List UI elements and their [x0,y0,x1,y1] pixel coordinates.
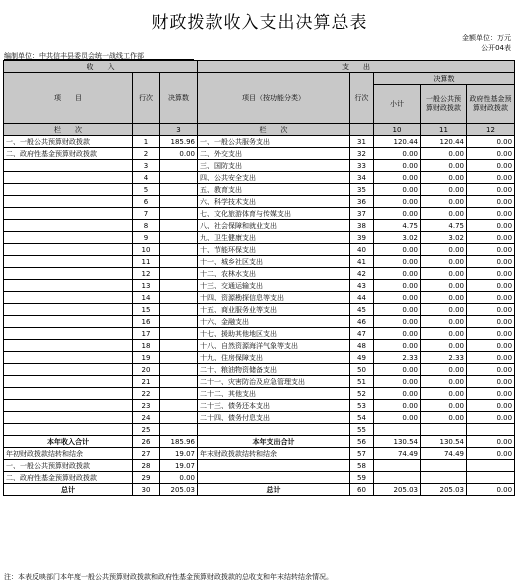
expense-gov-fund-cell: 0.00 [467,160,515,172]
expense-line-cell: 32 [350,148,374,160]
expense-subtotal-cell: 0.00 [374,208,421,220]
organization: 编制单位：中共信丰县委员会统一战线工作部 [4,52,144,60]
income-item-cell [4,364,133,376]
table-row [4,292,515,304]
expense-line-cell: 47 [350,328,374,340]
expense-subtotal-cell: 0.00 [374,160,421,172]
income-amount-cell: 185.96 [160,136,198,148]
blank-cell [421,460,467,472]
final-amount-header: 决算数 [160,73,198,124]
income-line-cell: 20 [133,364,160,376]
expense-subtotal-cell: 0.00 [374,316,421,328]
grand-expense-gov-fund: 0.00 [467,484,515,496]
income-amount-cell: 0.00 [160,148,198,160]
table-row [4,352,515,364]
expense-general-cell: 0.00 [421,148,467,160]
expense-general-cell: 0.00 [421,400,467,412]
col-index-12: 12 [467,124,515,136]
expense-gov-fund-cell: 0.00 [467,364,515,376]
income-item-cell [4,196,133,208]
end-balance-line: 57 [350,448,374,460]
expense-line-cell: 36 [350,196,374,208]
expense-subtotal-cell: 3.02 [374,232,421,244]
income-line-cell: 18 [133,340,160,352]
expense-header: 支 出 [198,61,515,73]
expense-item-cell: 十、节能环保支出 [198,244,350,256]
col-index-11: 11 [421,124,467,136]
expense-gov-fund-cell: 0.00 [467,172,515,184]
income-item-cell [4,280,133,292]
expense-subtotal-cell: 0.00 [374,340,421,352]
expense-subtotal-cell: 120.44 [374,136,421,148]
expense-general-cell: 0.00 [421,268,467,280]
income-amount-cell [160,172,198,184]
expense-line-cell: 46 [350,316,374,328]
income-item-cell [4,400,133,412]
expense-line-cell: 37 [350,208,374,220]
income-item-cell [4,208,133,220]
begin-balance-label: 年初财政拨款结转和结余 [4,448,133,460]
table-row [4,160,515,172]
expense-item-header: 项目（按功能分类） [198,73,350,124]
income-line-cell: 7 [133,208,160,220]
expense-gov-fund-cell: 0.00 [467,280,515,292]
expense-subtotal-cell: 0.00 [374,292,421,304]
expense-general-cell: 0.00 [421,388,467,400]
budget-table [3,60,515,496]
expense-item-cell: 十一、城乡社区支出 [198,256,350,268]
table-row [4,316,515,328]
expense-line-cell: 38 [350,220,374,232]
expense-gov-fund-cell: 0.00 [467,136,515,148]
expense-subtotal-cell: 0.00 [374,412,421,424]
item-header: 项 目 [4,73,133,124]
table-row [4,232,515,244]
expense-general-cell: 0.00 [421,256,467,268]
form-number: 公开04表 [481,44,511,52]
income-line-cell: 9 [133,232,160,244]
income-amount-cell [160,316,198,328]
income-amount-cell [160,340,198,352]
expense-line-cell: 48 [350,340,374,352]
expense-subtotal-cell: 0.00 [374,184,421,196]
expense-general-cell: 0.00 [421,412,467,424]
table-row [4,364,515,376]
income-amount-cell [160,256,198,268]
income-amount-cell [160,376,198,388]
expense-line-cell: 39 [350,232,374,244]
income-amount-cell [160,388,198,400]
expense-line-cell: 52 [350,388,374,400]
table-row [4,172,515,184]
expense-line-cell: 50 [350,364,374,376]
income-item-cell [4,160,133,172]
col-index-3: 3 [160,124,198,136]
col-label: 栏 次 [4,124,133,136]
carryover-general-expense-line: 58 [350,460,374,472]
expense-item-cell: 四、公共安全支出 [198,172,350,184]
expense-general-cell: 0.00 [421,208,467,220]
expense-general-cell: 2.33 [421,352,467,364]
income-line-cell: 23 [133,400,160,412]
expense-item-cell: 九、卫生健康支出 [198,232,350,244]
expense-item-cell: 一、一般公共服务支出 [198,136,350,148]
income-line-cell: 25 [133,424,160,436]
expense-line-cell: 33 [350,160,374,172]
expense-general-cell: 0.00 [421,184,467,196]
expense-line-cell: 41 [350,256,374,268]
expense-item-cell: 三、国防支出 [198,160,350,172]
expense-general-cell: 4.75 [421,220,467,232]
expense-general-cell: 3.02 [421,232,467,244]
income-item-cell: 二、政府性基金预算财政拨款 [4,148,133,160]
expense-gov-fund-cell: 0.00 [467,316,515,328]
income-line-cell: 10 [133,244,160,256]
income-line-cell: 17 [133,328,160,340]
table-row [4,256,515,268]
table-row [4,340,515,352]
carryover-gov-fund-row [4,472,515,484]
income-amount-cell [160,304,198,316]
expense-line-cell: 40 [350,244,374,256]
expense-item-cell: 二十二、其他支出 [198,388,350,400]
grand-total-line: 30 [133,484,160,496]
expense-line-cell: 53 [350,400,374,412]
income-item-cell [4,352,133,364]
expense-subtotal-cell: 0.00 [374,400,421,412]
line-no-header: 行次 [133,73,160,124]
blank-cell [467,460,515,472]
expense-gov-fund-cell: 0.00 [467,388,515,400]
footnote: 注：本表反映部门本年度一般公共预算财政拨款和政府性基金预算财政拨款的总收支和年末结转结余情况。 [4,573,333,581]
expense-total-general: 130.54 [421,436,467,448]
expense-item-cell: 六、科学技术支出 [198,196,350,208]
expense-general-cell: 0.00 [421,172,467,184]
expense-subtotal-cell: 4.75 [374,220,421,232]
income-amount-cell [160,232,198,244]
expense-line-cell: 45 [350,304,374,316]
income-line-cell: 21 [133,376,160,388]
expense-general-cell: 0.00 [421,340,467,352]
income-item-cell [4,220,133,232]
table-row [4,412,515,424]
income-item-cell [4,172,133,184]
expense-item-cell: 十五、商业服务业等支出 [198,304,350,316]
column-index-row [4,124,515,136]
expense-general-cell: 0.00 [421,328,467,340]
blank-cell [467,472,515,484]
income-amount-cell [160,424,198,436]
income-line-cell: 8 [133,220,160,232]
table-row [4,220,515,232]
income-line-cell: 19 [133,352,160,364]
income-item-cell [4,316,133,328]
income-amount-cell [160,328,198,340]
table-row [4,388,515,400]
income-item-cell [4,304,133,316]
income-amount-cell [160,220,198,232]
expense-item-cell: 二十四、债务付息支出 [198,412,350,424]
expense-general-cell: 0.00 [421,292,467,304]
expense-total-gov-fund: 0.00 [467,436,515,448]
gov-fund-header: 政府性基金预算财政拨款 [467,85,515,124]
header-row-sections [4,61,515,73]
col-index-blank [133,124,160,136]
expense-general-cell: 0.00 [421,376,467,388]
income-amount-cell [160,196,198,208]
income-item-cell [4,256,133,268]
income-item-cell [4,244,133,256]
income-amount-cell [160,268,198,280]
expense-subtotal-cell: 0.00 [374,388,421,400]
expense-subtotal-cell: 0.00 [374,196,421,208]
income-amount-cell [160,244,198,256]
grand-total-amount: 205.03 [160,484,198,496]
expense-gov-fund-cell: 0.00 [467,352,515,364]
income-line-cell: 5 [133,184,160,196]
table-row [4,184,515,196]
expense-gov-fund-cell: 0.00 [467,328,515,340]
table-row [4,136,515,148]
col-index-10: 10 [374,124,421,136]
expense-gov-fund-cell: 0.00 [467,412,515,424]
expense-line-cell: 42 [350,268,374,280]
expense-general-cell [421,424,467,436]
amount-unit: 金额单位：万元 [462,34,511,42]
expense-item-cell: 五、教育支出 [198,184,350,196]
income-amount-cell [160,412,198,424]
income-item-cell [4,292,133,304]
carryover-general-expense-blank [198,460,350,472]
expense-item-cell: 二、外交支出 [198,148,350,160]
expense-gov-fund-cell: 0.00 [467,376,515,388]
expense-subtotal-cell: 2.33 [374,352,421,364]
expense-total-label: 本年支出合计 [198,436,350,448]
expense-general-cell: 0.00 [421,304,467,316]
expense-subtotal-cell: 0.00 [374,172,421,184]
blank-cell [421,472,467,484]
expense-item-cell: 十六、金融支出 [198,316,350,328]
income-amount-cell [160,184,198,196]
income-line-cell: 6 [133,196,160,208]
grand-total-row [4,484,515,496]
grand-expense-label: 总计 [198,484,350,496]
income-amount-cell [160,160,198,172]
carryover-general-line: 28 [133,460,160,472]
final-group-header: 决算数 [374,73,515,85]
income-line-cell: 12 [133,268,160,280]
income-line-cell: 1 [133,136,160,148]
expense-gov-fund-cell: 0.00 [467,208,515,220]
expense-line-cell: 35 [350,184,374,196]
table-row [4,280,515,292]
expense-line-cell: 54 [350,412,374,424]
income-line-cell: 15 [133,304,160,316]
expense-item-cell: 八、社会保障和就业支出 [198,220,350,232]
expense-col-label: 栏 次 [198,124,350,136]
income-amount-cell [160,208,198,220]
income-amount-cell [160,352,198,364]
expense-item-cell: 十二、农林水支出 [198,268,350,280]
expense-gov-fund-cell: 0.00 [467,340,515,352]
expense-general-cell: 0.00 [421,244,467,256]
income-line-cell: 16 [133,316,160,328]
income-line-cell: 14 [133,292,160,304]
income-amount-cell [160,292,198,304]
table-row [4,148,515,160]
expense-subtotal-cell: 0.00 [374,364,421,376]
income-amount-cell [160,400,198,412]
grand-expense-line: 60 [350,484,374,496]
expense-subtotal-cell [374,424,421,436]
grand-total-label: 总计 [4,484,133,496]
carryover-gov-fund-label: 二、政府性基金预算财政拨款 [4,472,133,484]
expense-line-no-header: 行次 [350,73,374,124]
income-item-cell: 一、一般公共预算财政拨款 [4,136,133,148]
income-total-line: 26 [133,436,160,448]
expense-subtotal-cell: 0.00 [374,328,421,340]
carryover-general-row [4,460,515,472]
expense-line-cell: 34 [350,172,374,184]
expense-gov-fund-cell [467,424,515,436]
income-item-cell [4,268,133,280]
income-line-cell: 4 [133,172,160,184]
expense-item-cell: 二十一、灾害防治及应急管理支出 [198,376,350,388]
table-row [4,244,515,256]
expense-general-cell: 0.00 [421,364,467,376]
blank-cell [374,460,421,472]
table-row [4,376,515,388]
end-balance-subtotal: 74.49 [374,448,421,460]
income-header: 收 入 [4,61,198,73]
table-row [4,400,515,412]
table-row [4,196,515,208]
income-item-cell [4,388,133,400]
table-row [4,268,515,280]
income-amount-cell [160,364,198,376]
expense-gov-fund-cell: 0.00 [467,220,515,232]
income-line-cell: 13 [133,280,160,292]
subtotal-header: 小计 [374,85,421,124]
expense-subtotal-cell: 0.00 [374,268,421,280]
carryover-general-label: 一、一般公共预算财政拨款 [4,460,133,472]
carryover-gov-fund-line: 29 [133,472,160,484]
expense-gov-fund-cell: 0.00 [467,148,515,160]
expense-item-cell: 七、文化旅游体育与传媒支出 [198,208,350,220]
expense-subtotal-cell: 0.00 [374,256,421,268]
expense-line-cell: 55 [350,424,374,436]
table-row [4,328,515,340]
end-balance-label: 年末财政拨款结转和结余 [198,448,350,460]
expense-gov-fund-cell: 0.00 [467,184,515,196]
income-line-cell: 3 [133,160,160,172]
expense-col-index-blank [350,124,374,136]
income-amount-cell [160,280,198,292]
expense-general-cell: 120.44 [421,136,467,148]
begin-balance-amount: 19.07 [160,448,198,460]
expense-line-cell: 43 [350,280,374,292]
expense-line-cell: 51 [350,376,374,388]
income-total-amount: 185.96 [160,436,198,448]
carryover-gov-fund-amount: 0.00 [160,472,198,484]
income-item-cell [4,376,133,388]
general-budget-header: 一般公共预算财政拨款 [421,85,467,124]
carryover-gov-fund-expense-line: 59 [350,472,374,484]
total-row [4,436,515,448]
table-row [4,304,515,316]
expense-gov-fund-cell: 0.00 [467,268,515,280]
expense-subtotal-cell: 0.00 [374,280,421,292]
expense-gov-fund-cell: 0.00 [467,292,515,304]
expense-subtotal-cell: 0.00 [374,304,421,316]
expense-line-cell: 31 [350,136,374,148]
income-item-cell [4,412,133,424]
grand-expense-general: 205.03 [421,484,467,496]
blank-cell [374,472,421,484]
income-line-cell: 11 [133,256,160,268]
expense-general-cell: 0.00 [421,196,467,208]
expense-total-subtotal: 130.54 [374,436,421,448]
income-item-cell [4,328,133,340]
income-item-cell [4,340,133,352]
carryover-row [4,448,515,460]
page-title: 财政拨款收入支出决算总表 [151,13,368,33]
expense-item-cell: 十四、资源勘探信息等支出 [198,292,350,304]
table-row [4,208,515,220]
begin-balance-line: 27 [133,448,160,460]
expense-item-cell: 十八、自然资源海洋气象等支出 [198,340,350,352]
expense-line-cell: 49 [350,352,374,364]
header-row-1 [4,73,515,85]
expense-gov-fund-cell: 0.00 [467,244,515,256]
expense-gov-fund-cell: 0.00 [467,256,515,268]
expense-total-line: 56 [350,436,374,448]
expense-line-cell: 44 [350,292,374,304]
expense-item-cell: 十七、援助其他地区支出 [198,328,350,340]
expense-general-cell: 0.00 [421,316,467,328]
expense-subtotal-cell: 0.00 [374,244,421,256]
expense-item-cell: 十九、住房保障支出 [198,352,350,364]
expense-item-cell [198,424,350,436]
end-balance-general: 74.49 [421,448,467,460]
income-line-cell: 24 [133,412,160,424]
table-row [4,424,515,436]
expense-gov-fund-cell: 0.00 [467,196,515,208]
expense-general-cell: 0.00 [421,160,467,172]
income-line-cell: 22 [133,388,160,400]
income-item-cell [4,184,133,196]
expense-item-cell: 二十、粮油物资储备支出 [198,364,350,376]
income-item-cell [4,424,133,436]
carryover-gov-fund-expense-blank [198,472,350,484]
carryover-general-amount: 19.07 [160,460,198,472]
expense-general-cell: 0.00 [421,280,467,292]
expense-subtotal-cell: 0.00 [374,148,421,160]
income-item-cell [4,232,133,244]
income-line-cell: 2 [133,148,160,160]
expense-gov-fund-cell: 0.00 [467,400,515,412]
income-total-label: 本年收入合计 [4,436,133,448]
expense-item-cell: 十三、交通运输支出 [198,280,350,292]
grand-expense-subtotal: 205.03 [374,484,421,496]
expense-item-cell: 二十三、债务还本支出 [198,400,350,412]
expense-gov-fund-cell: 0.00 [467,232,515,244]
end-balance-gov-fund: 0.00 [467,448,515,460]
expense-gov-fund-cell: 0.00 [467,304,515,316]
expense-subtotal-cell: 0.00 [374,376,421,388]
